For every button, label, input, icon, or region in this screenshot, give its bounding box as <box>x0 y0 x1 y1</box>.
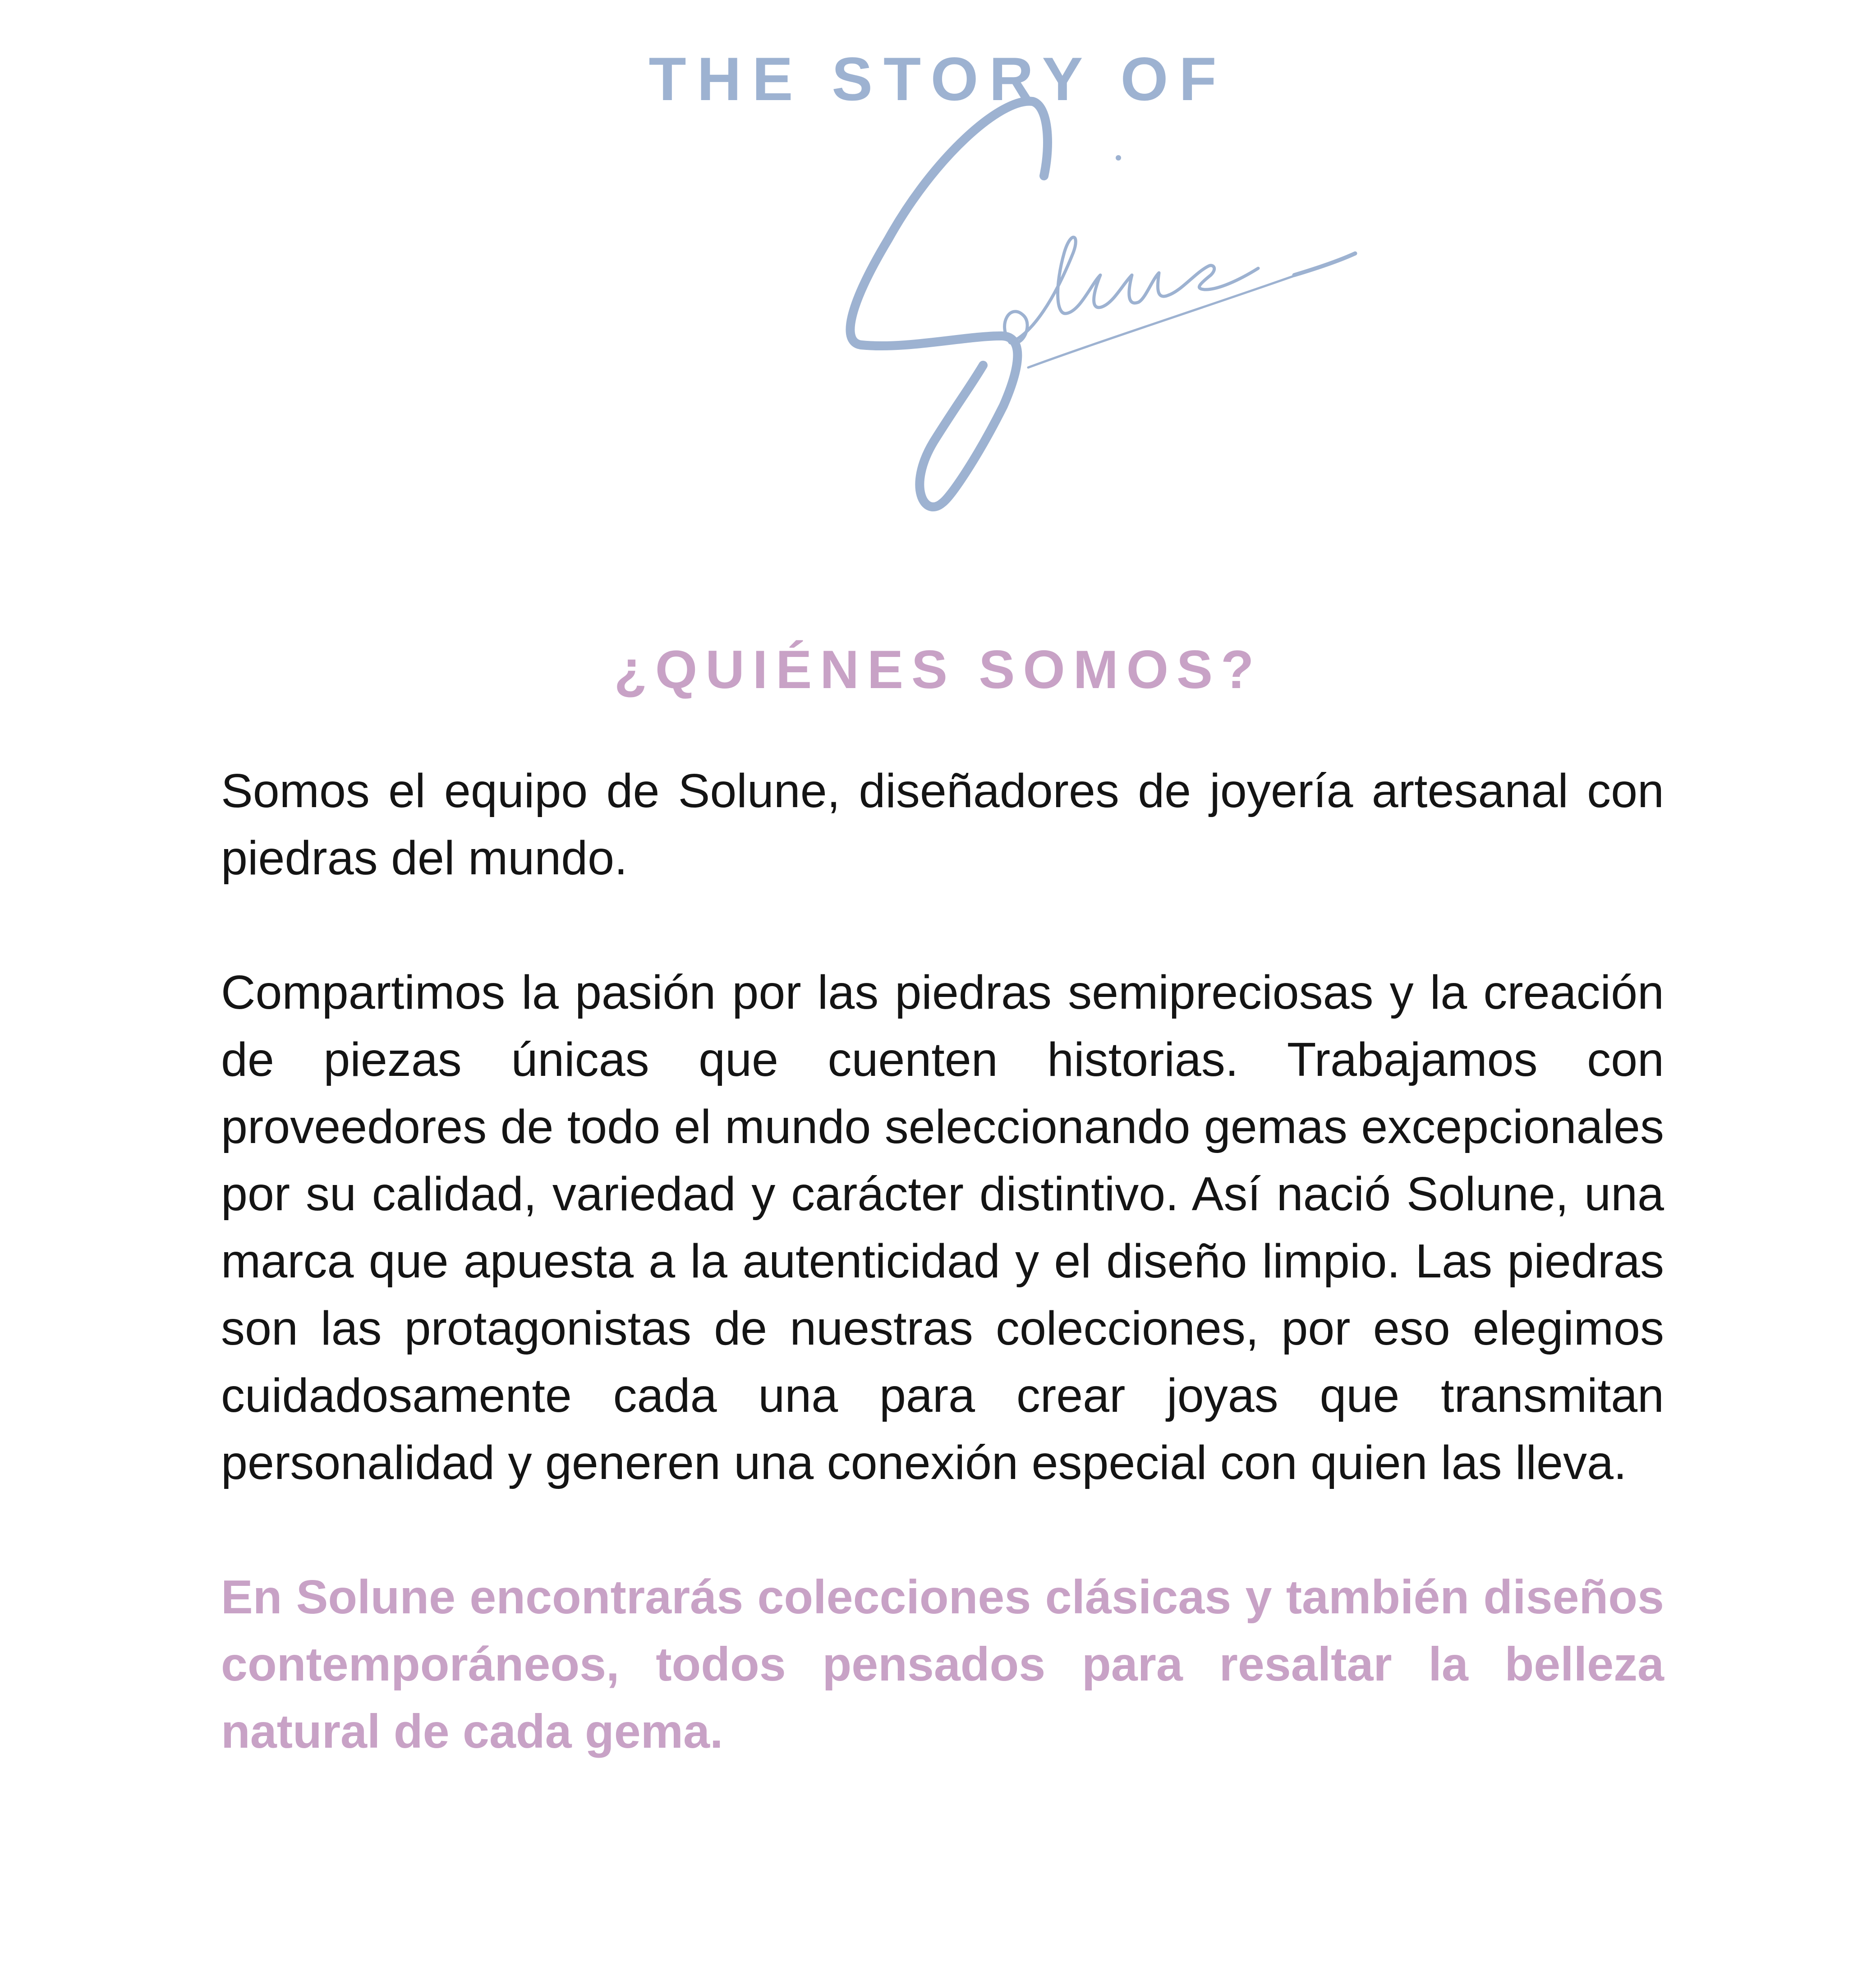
logo-s-stroke <box>850 101 1048 507</box>
eyebrow-title: THE STORY OF <box>648 45 1228 113</box>
paragraph-intro: Somos el equipo de Solune, diseñadores de joyería artesanal con piedras del mundo. <box>221 764 1664 885</box>
section-title: ¿QUIÉNES SOMOS? <box>614 639 1262 700</box>
paragraph-story: Compartimos la pasión por las piedras semipreciosas y la creación de piezas únicas que cuenten historias. Trabajamos con proveedores de todo el mundo seleccionando gemas excepcionales por su calidad, variedad y carácter distintivo. Así nació Solune, una marca que apuesta a la autenticidad y el diseño limpio. Las piedras son las protagonistas de nuestras colecciones, por eso elegimos cuidadosamente cada una para crear joyas que transmitan personalidad y generen una conexión especial con quien las lleva. <box>221 966 1664 1489</box>
solune-signature-logo <box>821 90 1371 519</box>
logo-swash-tip <box>1294 253 1355 275</box>
body-text <box>221 758 1664 1765</box>
logo-olune-stroke <box>1005 237 1258 343</box>
logo-dot <box>1116 155 1121 161</box>
paragraph-highlight: En Solune encontrarás colecciones clásicas y también diseños contemporáneos, todos pensados para resaltar la belleza natural de cada gema. <box>221 1571 1664 1758</box>
